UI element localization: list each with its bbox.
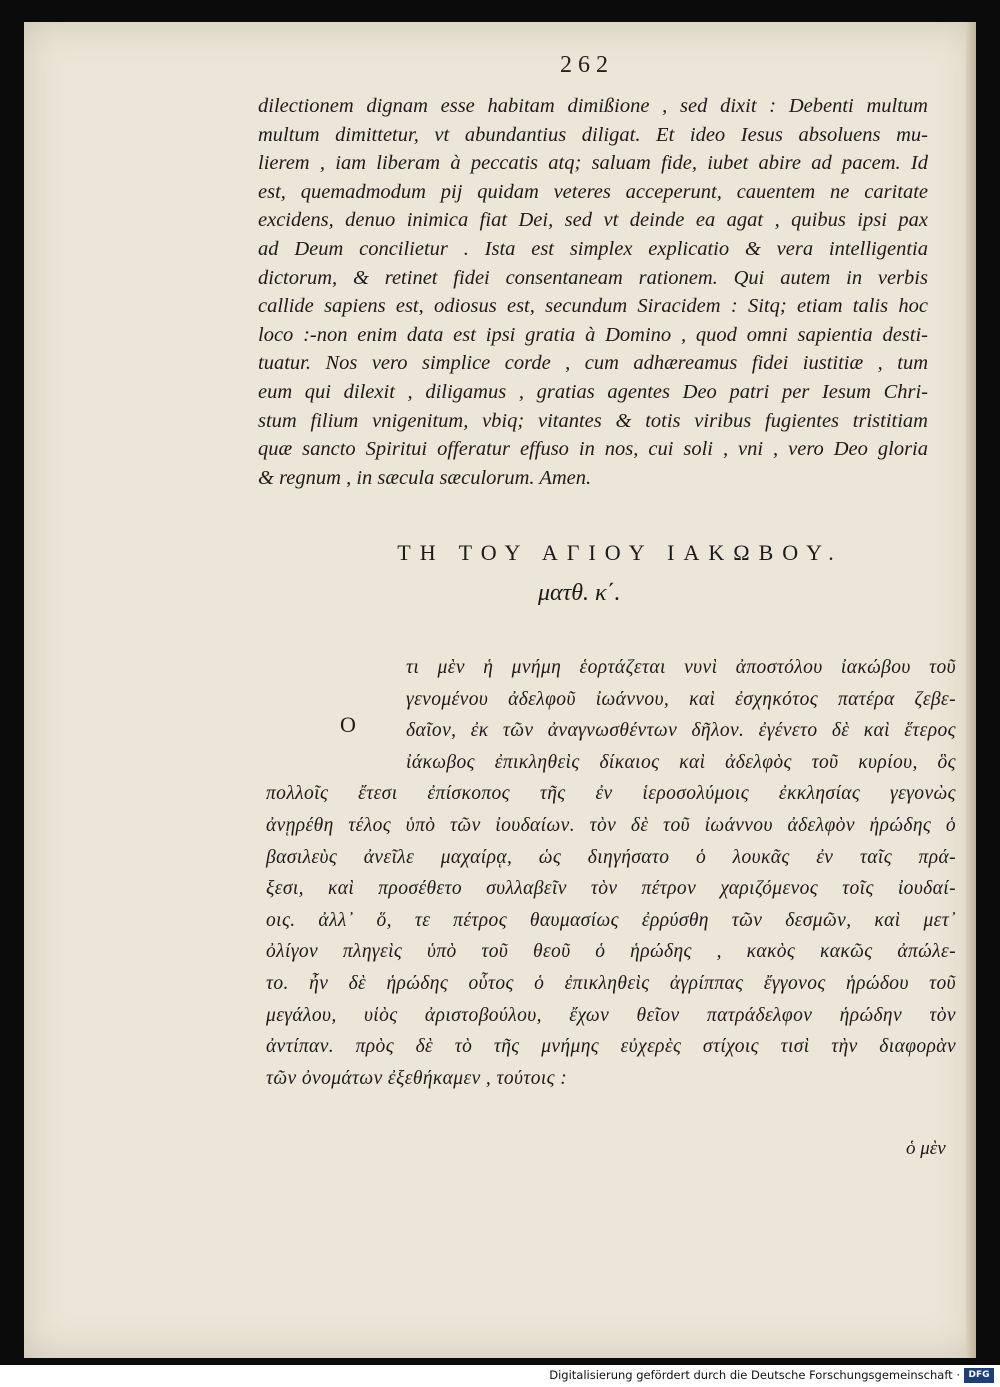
greek-line: τῶν ὀνομάτων ἐξεθήκαμεν , τούτοις : <box>266 1067 568 1089</box>
catchword: ὁ μὲν <box>906 1138 946 1159</box>
latin-line: ad Deum concilietur . Ista est simplex explicatio & vera intelligentia <box>258 237 928 260</box>
footer-credit: Digitalisierung gefördert durch die Deutsche Forschungsgemeinschaft · <box>549 1368 960 1382</box>
latin-line: dilectionem dignam esse habitam dimißione , sed dixit : Debenti multum <box>258 95 928 117</box>
latin-paragraph <box>258 92 928 492</box>
section-subheading: ματθ. κ΄. <box>538 580 621 606</box>
dfg-logo-icon: DFG <box>964 1368 994 1383</box>
greek-line: ἀντίπαν. πρὸς δὲ τὸ τῆς μνήμης εὐχερὲς στίχοις τισὶ τὴν διαφορὰν <box>266 1036 956 1058</box>
latin-line: loco :-non enim data est ipsi gratia à Domino , quod omni sapientia desti- <box>258 323 928 346</box>
latin-line: & regnum , in sæcula sæculorum. Amen. <box>258 466 592 489</box>
greek-line: ἰάκωβος ἐπικληθεὶς δίκαιος καὶ ἀδελφὸς τοῦ κυρίου, ὃς <box>406 751 956 773</box>
latin-line: callide sapiens est, odiosus est, secundum Siracidem : Sitq; etiam talis hoc <box>258 295 928 318</box>
greek-line: οις. ἀλλ᾽ ὅ, τε πέτρος θαυμασίως ἐρρύσθη τῶν δεσμῶν, καὶ μετ᾽ <box>266 909 956 931</box>
latin-line: excidens, denuo inimica fiat Dei, sed vt deinde ea agat , quibus ipsi pax <box>258 209 928 232</box>
page-number: 262 <box>560 52 614 78</box>
latin-line: dictorum, & retinet fidei consentaneam rationem. Qui autem in verbis <box>258 266 928 289</box>
greek-line: ξεσι, καὶ προσέθετο συλλαβεῖν τὸν πέτρον χαριζόμενος τοῖς ἰουδαί- <box>266 878 956 900</box>
latin-line: multum dimittetur, vt abundantius diligat. Et ideo Iesus absoluens mu- <box>258 123 928 146</box>
latin-line: quæ sancto Spiritui offeratur effuso in nos, cui soli , vni , vero Deo gloria <box>258 438 928 461</box>
greek-line: τι μὲν ἡ μνήμη ἑορτάζεται νυνὶ ἀποστόλου ἰακώβου τοῦ <box>406 657 956 678</box>
greek-line: γενομένου ἀδελφοῦ ἰωάννου, καὶ ἐσχηκότος πατέρα ζεβε- <box>406 688 956 710</box>
greek-line: ὀλίγον πληγεὶς ὑπὸ τοῦ θεοῦ ὁ ἡρώδης , κακὸς κακῶς ἀπώλε- <box>266 941 956 963</box>
section-heading: ΤΗ ΤΟΥ ΑΓΙΟΥ ΙΑΚΩΒΟΥ. <box>397 540 843 565</box>
greek-paragraph <box>266 652 956 1094</box>
drop-initial: Ο <box>340 712 356 737</box>
greek-line: πολλοῖς ἔτεσι ἐπίσκοπος τῆς ἐν ἱεροσολύμοις ἐκκλησίας γεγονὼς <box>266 783 956 805</box>
greek-line: ἀνῃρέθη τέλος ὑπὸ τῶν ἰουδαίων. τὸν δὲ τοῦ ἰωάννου ἀδελφὸν ἡρώδης ὁ <box>266 814 956 836</box>
latin-line: stum filium vnigenitum, vbiq; vitantes & totis viribus fugientes tristitiam <box>258 409 928 432</box>
latin-line: lierem , iam liberam à peccatis atq; saluam fide, iubet abire ad pacem. Id <box>258 152 928 175</box>
greek-line: βασιλεὺς ἀνεῖλε μαχαίρᾳ, ὡς διηγήσατο ὁ λουκᾶς ἐν ταῖς πρά- <box>266 846 956 868</box>
page-edge <box>966 22 976 1358</box>
greek-line: το. ἦν δὲ ἡρώδης οὗτος ὁ ἐπικληθεὶς ἀγρίππας ἔγγονος ἡρώδου τοῦ <box>266 972 956 994</box>
greek-line: μεγάλου, υἱὸς ἀριστοβούλου, ἔχων θεῖον πατράδελφον ἡρώδην τὸν <box>266 1004 956 1026</box>
latin-line: tuatur. Nos vero simplice corde , cum adhæreamus fidei iustitiæ , tum <box>258 352 928 375</box>
latin-line: est, quemadmodum pij quidam veteres acceperunt, cauentem ne caritate <box>258 180 928 203</box>
footer-bar <box>0 1365 1000 1387</box>
latin-line: eum qui dilexit , diligamus , gratias agentes Deo patri per Iesum Chri- <box>258 380 928 403</box>
greek-line: δαῖον, ἐκ τῶν ἀναγνωσθέντων δῆλον. ἐγένετο δὲ καὶ ἕτερος <box>406 720 956 742</box>
